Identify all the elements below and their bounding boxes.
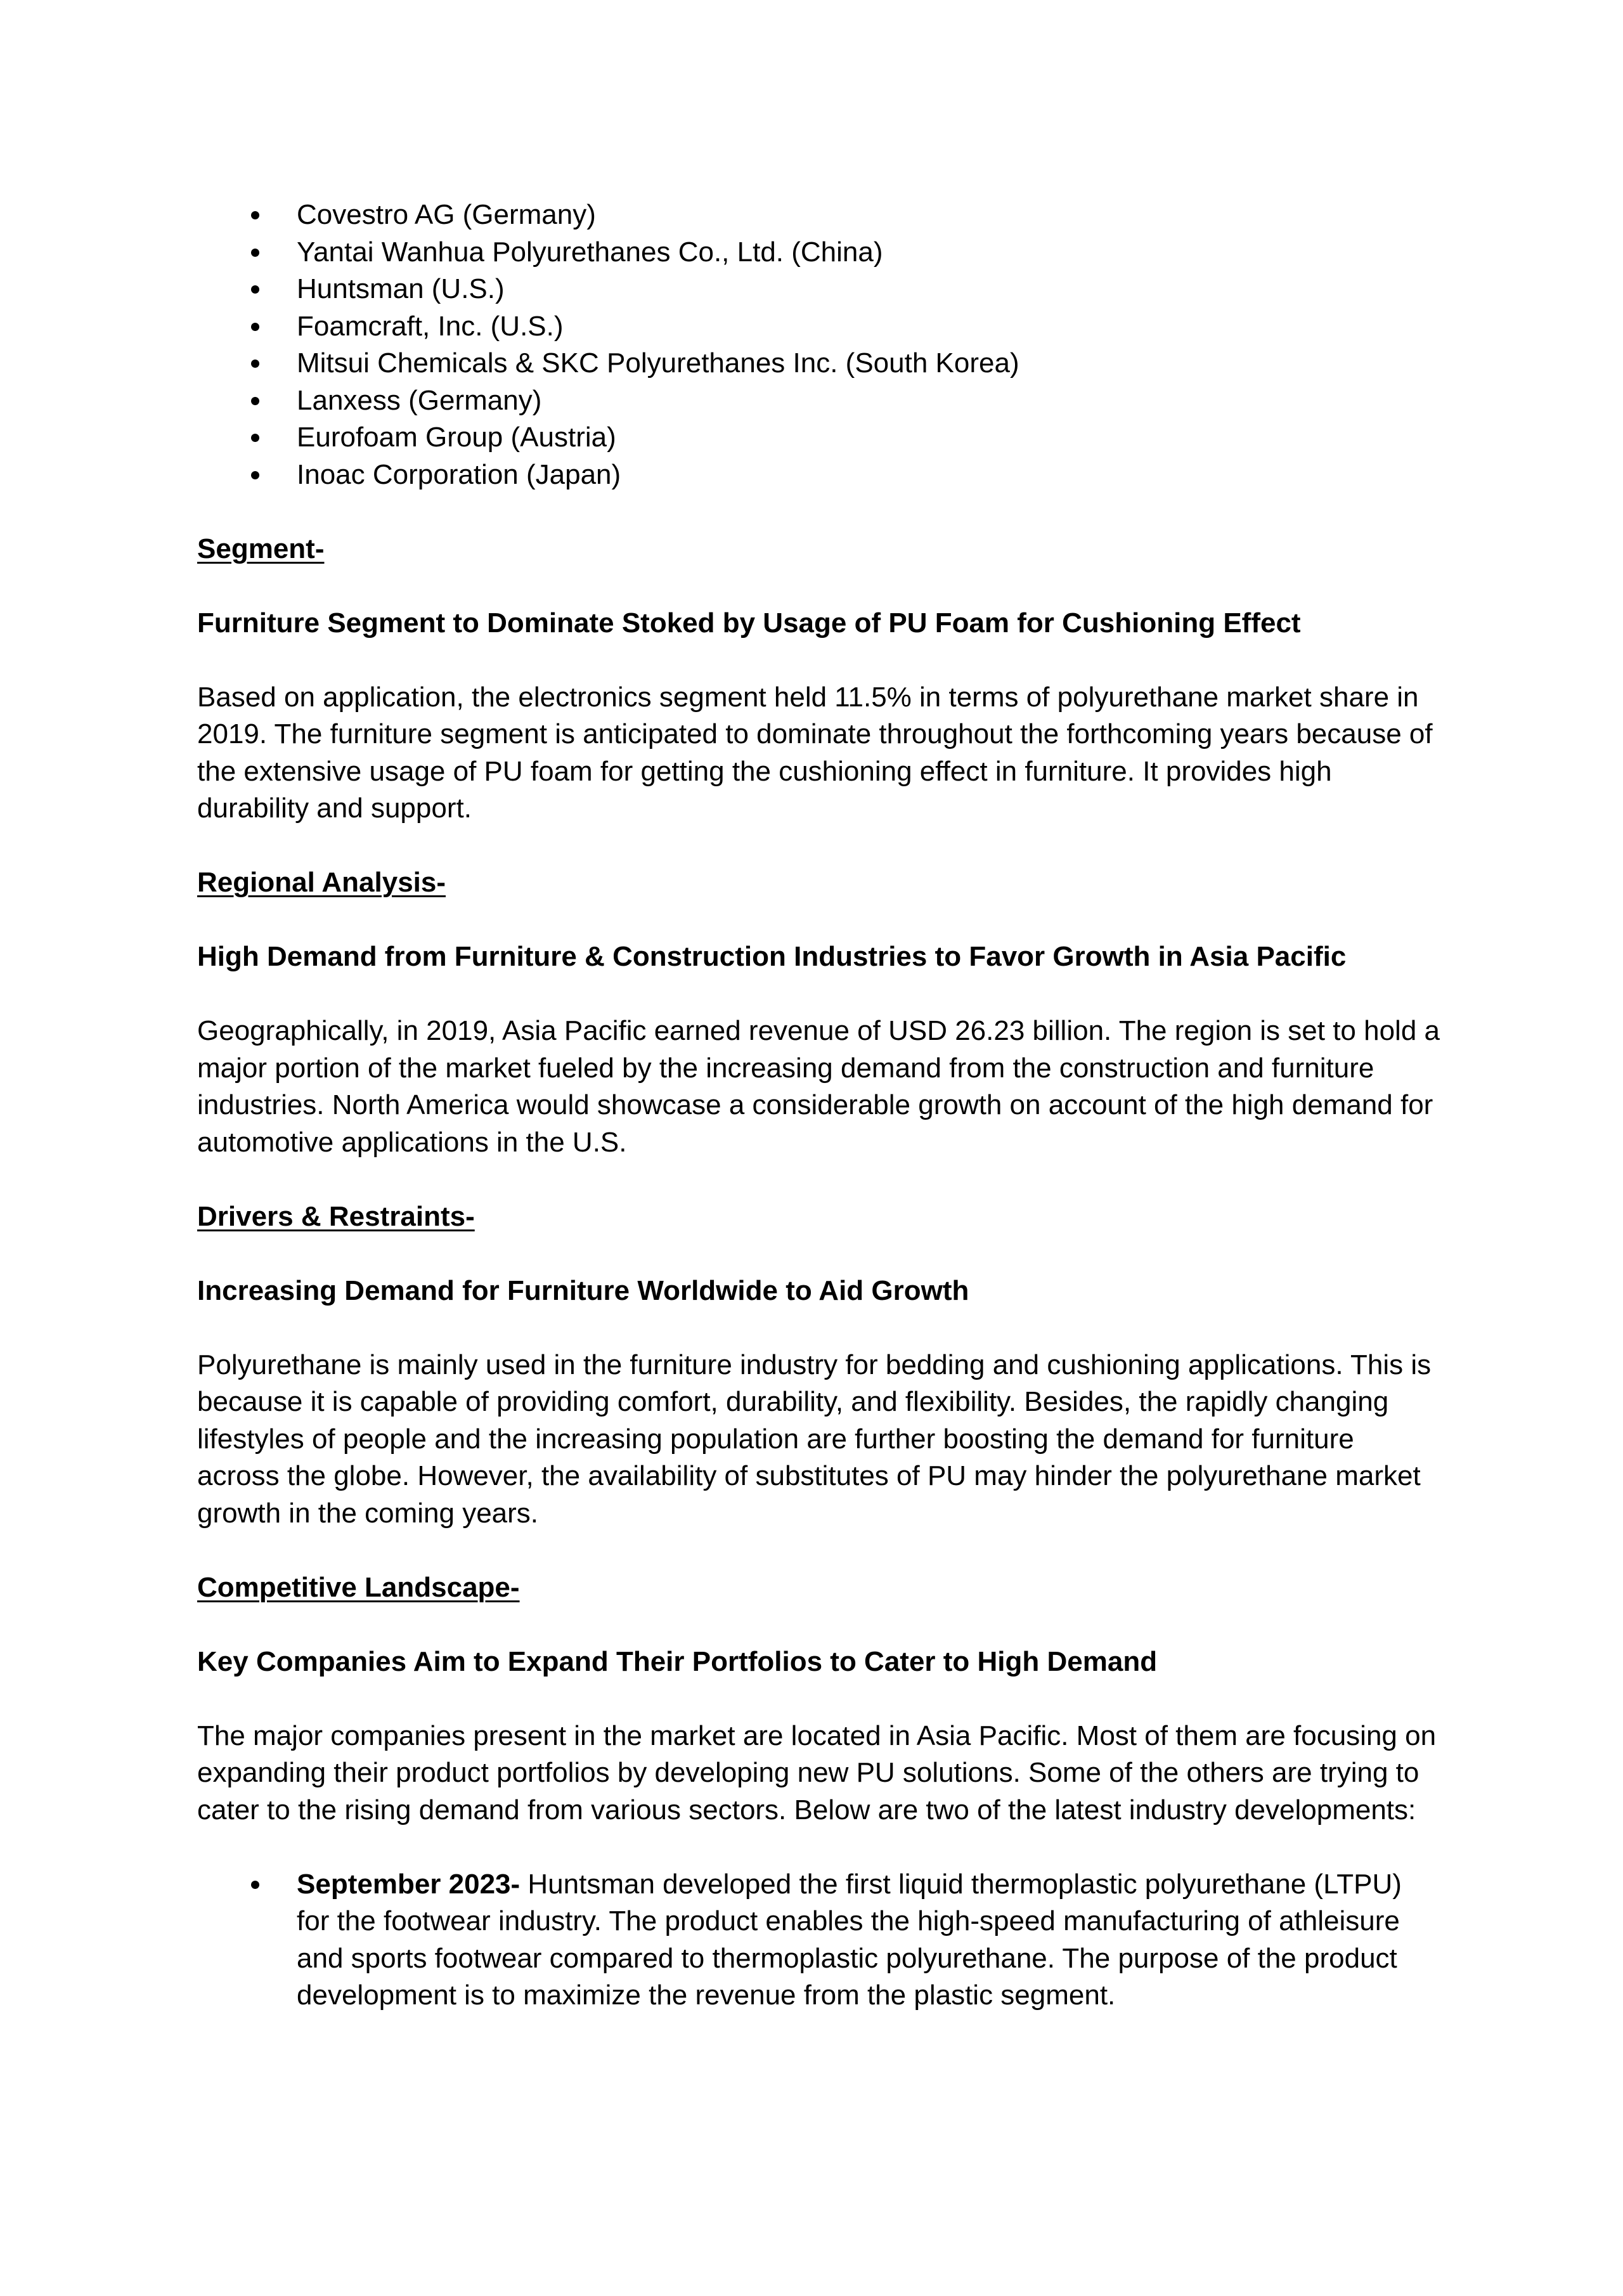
company-name: Mitsui Chemicals & SKC Polyurethanes Inc. (South Korea) (297, 347, 1019, 379)
bullet-icon (251, 323, 259, 331)
regional-subheading: High Demand from Furniture & Construction Industries to Favor Growth in Asia Pacific (197, 941, 1347, 972)
drivers-subheading: Increasing Demand for Furniture Worldwide to Aid Growth (197, 1274, 969, 1306)
list-item (197, 1866, 1440, 2014)
development-text: Huntsman developed the first liquid thermoplastic polyurethane (LTPU) for the footwear industry. The product enables the high-speed manufacturing of athleisure and sports footwear compared to thermoplastic polyurethane. The purpose of the product development is to maximize the revenue from the plastic segment. (297, 1868, 1402, 2011)
competitive-paragraph: The major companies present in the market are located in Asia Pacific. Most of them are focusing on expanding their product portfolios by developing new PU solutions. Some of the others are trying to cater to the rising demand from various sectors. Below are two of the latest industry developments: (197, 1720, 1437, 1826)
bullet-icon (251, 434, 259, 442)
developments-list (197, 1866, 1440, 2014)
company-name: Inoac Corporation (Japan) (297, 458, 621, 490)
competitive-subheading: Key Companies Aim to Expand Their Portfolios to Cater to High Demand (197, 1645, 1158, 1677)
document-content (197, 197, 1440, 2014)
bullet-icon (251, 471, 259, 479)
list-item (197, 308, 1440, 346)
list-item (197, 457, 1440, 494)
list-item (197, 271, 1440, 308)
company-list (197, 197, 1440, 493)
regional-heading: Regional Analysis- (197, 867, 446, 898)
company-name: Covestro AG (Germany) (297, 199, 596, 230)
segment-paragraph: Based on application, the electronics segment held 11.5% in terms of polyurethane market share in 2019. The furniture segment is anticipated to dominate throughout the forthcoming years because of the extensive usage of PU foam for getting the cushioning effect in furniture. It provides high durability and support. (197, 681, 1433, 824)
bullet-icon (251, 397, 259, 405)
bullet-icon (251, 360, 259, 368)
regional-paragraph: Geographically, in 2019, Asia Pacific earned revenue of USD 26.23 billion. The region is set to hold a major portion of the market fueled by the increasing demand from the construction and furniture industries. North America would showcase a considerable growth on account of the high demand for automotive applications in the U.S. (197, 1015, 1440, 1158)
list-item (197, 382, 1440, 420)
list-item (197, 345, 1440, 382)
company-name: Lanxess (Germany) (297, 384, 542, 416)
development-date: September 2023- (297, 1868, 521, 1900)
list-item (197, 419, 1440, 457)
segment-heading: Segment- (197, 533, 325, 564)
list-item (197, 197, 1440, 234)
company-name: Huntsman (U.S.) (297, 273, 505, 304)
drivers-paragraph: Polyurethane is mainly used in the furniture industry for bedding and cushioning applications. This is because it is capable of providing comfort, durability, and flexibility. Besides, the rapidly changing lifestyles of people and the increasing population are further boosting the demand for furniture across the globe. However, the availability of substitutes of PU may hinder the polyurethane market growth in the coming years. (197, 1349, 1432, 1529)
bullet-icon (251, 249, 259, 257)
company-name: Eurofoam Group (Austria) (297, 422, 616, 453)
bullet-icon (251, 211, 259, 219)
list-item (197, 234, 1440, 271)
company-name: Foamcraft, Inc. (U.S.) (297, 310, 564, 342)
bullet-icon (251, 1881, 259, 1889)
company-name: Yantai Wanhua Polyurethanes Co., Ltd. (China) (297, 236, 883, 268)
bullet-icon (251, 285, 259, 294)
segment-subheading: Furniture Segment to Dominate Stoked by Usage of PU Foam for Cushioning Effect (197, 607, 1301, 639)
drivers-heading: Drivers & Restraints- (197, 1200, 475, 1232)
competitive-heading: Competitive Landscape- (197, 1571, 520, 1603)
